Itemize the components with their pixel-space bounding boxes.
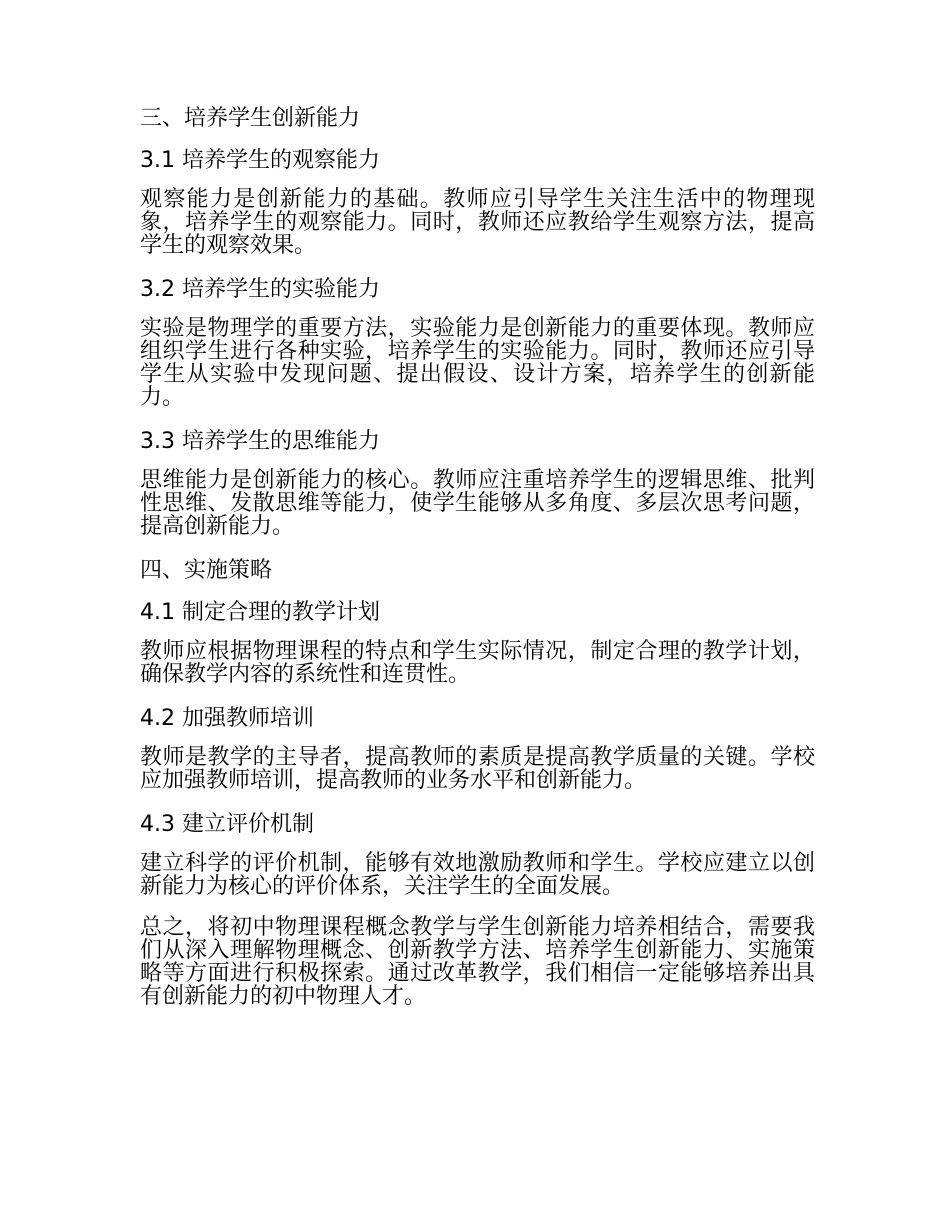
paragraph-thinking: 思维能力是创新能力的核心。教师应注重培养学生的逻辑思维、批判性思维、发散思维等能力，使学生能够从多角度、多层次思考问题，提高创新能力。: [140, 468, 815, 539]
paragraph-evaluation: 建立科学的评价机制，能够有效地激励教师和学生。学校应建立以创新能力为核心的评价体系，关注学生的全面发展。: [140, 851, 815, 899]
paragraph-observation: 观察能力是创新能力的基础。教师应引导学生关注生活中的物理现象，培养学生的观察能力。同时，教师还应教给学生观察方法，提高学生的观察效果。: [140, 187, 815, 258]
subsection-heading-observation: 3.1 培养学生的观察能力: [140, 148, 380, 173]
document-page: [140, 104, 815, 1026]
subsection-heading-experiment: 3.2 培养学生的实验能力: [140, 277, 380, 302]
subsection-heading-training: 4.2 加强教师培训: [140, 706, 314, 731]
paragraph-conclusion: 总之，将初中物理课程概念教学与学生创新能力培养相结合，需要我们从深入理解物理概念、创新教学方法、培养学生创新能力、实施策略等方面进行积极探索。通过改革教学，我们相信一定能够培养出具有创新能力的初中物理人才。: [140, 915, 815, 1009]
subsection-heading-plan: 4.1 制定合理的教学计划: [140, 600, 380, 625]
paragraph-plan: 教师应根据物理课程的特点和学生实际情况，制定合理的教学计划，确保教学内容的系统性和连贯性。: [140, 639, 815, 687]
subsection-heading-thinking: 3.3 培养学生的思维能力: [140, 429, 380, 454]
section-heading-strategy: 四、实施策略: [140, 558, 273, 583]
subsection-heading-evaluation: 4.3 建立评价机制: [140, 812, 314, 837]
paragraph-experiment: 实验是物理学的重要方法，实验能力是创新能力的重要体现。教师应组织学生进行各种实验，培养学生的实验能力。同时，教师还应引导学生从实验中发现问题、提出假设、设计方案，培养学生的创新能力。: [140, 316, 815, 410]
paragraph-training: 教师是教学的主导者，提高教师的素质是提高教学质量的关键。学校应加强教师培训，提高教师的业务水平和创新能力。: [140, 745, 815, 793]
section-heading-innovation: 三、培养学生创新能力: [140, 106, 361, 131]
